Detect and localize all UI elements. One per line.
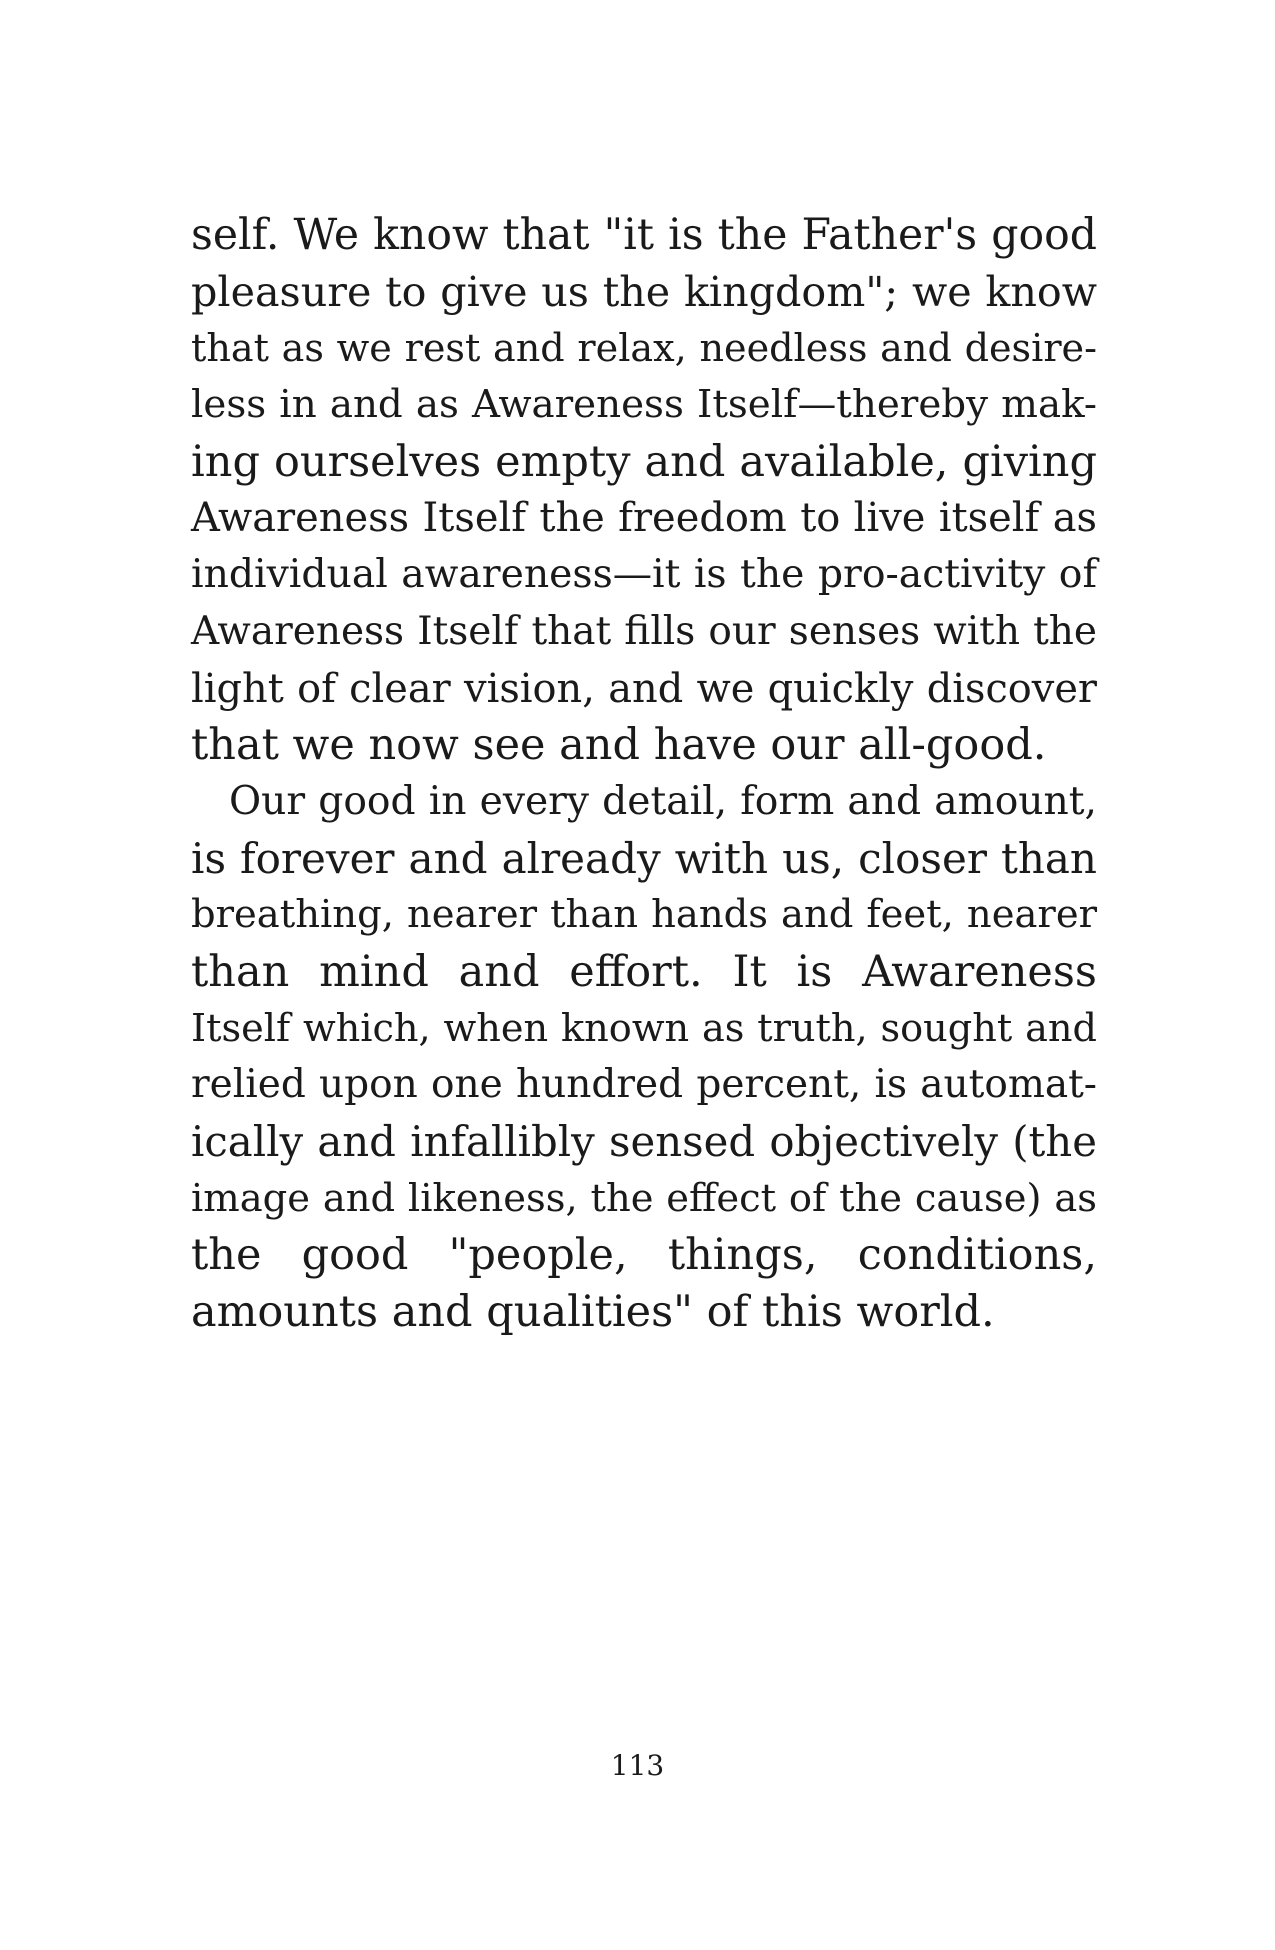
text-line: breathing, nearer than hands and feet, nearer — [191, 892, 1097, 938]
paragraph-2 — [191, 774, 1097, 1341]
text-line: ically and infallibly sensed objectively (the — [191, 1117, 1097, 1166]
text-line: that as we rest and relax, needless and desire- — [191, 326, 1097, 371]
paragraph-1 — [191, 207, 1097, 774]
body-text — [191, 207, 1097, 1341]
text-line: the good "people, things, conditions, — [191, 1230, 1097, 1281]
text-line: self. We know that "it is the Father's good — [191, 210, 1097, 260]
text-line: individual awareness—it is the pro-activity of — [191, 552, 1097, 598]
text-line: Itself which, when known as truth, sought and — [191, 1006, 1097, 1051]
text-line: amounts and qualities" of this world. — [191, 1287, 995, 1338]
text-line: relied upon one hundred percent, is automat- — [191, 1062, 1097, 1108]
text-line: Awareness Itself the freedom to live itself as — [191, 495, 1097, 542]
text-line: less in and as Awareness Itself—thereby mak- — [191, 382, 1097, 428]
text-line: light of clear vision, and we quickly discover — [191, 665, 1097, 712]
text-line: Our good in every detail, form and amount, — [229, 778, 1097, 824]
page-number: 113 — [610, 1749, 665, 1782]
text-line: ing ourselves empty and available, giving — [191, 436, 1097, 487]
text-line: that we now see and have our all-good. — [191, 720, 1047, 771]
text-line: pleasure to give us the kingdom"; we know — [191, 267, 1097, 316]
text-line: image and likeness, the effect of the cause) as — [191, 1175, 1097, 1221]
text-line: than mind and effort. It is Awareness — [191, 946, 1097, 997]
text-line: Awareness Itself that fills our senses with the — [191, 608, 1097, 654]
text-line: is forever and already with us, closer than — [191, 833, 1097, 883]
